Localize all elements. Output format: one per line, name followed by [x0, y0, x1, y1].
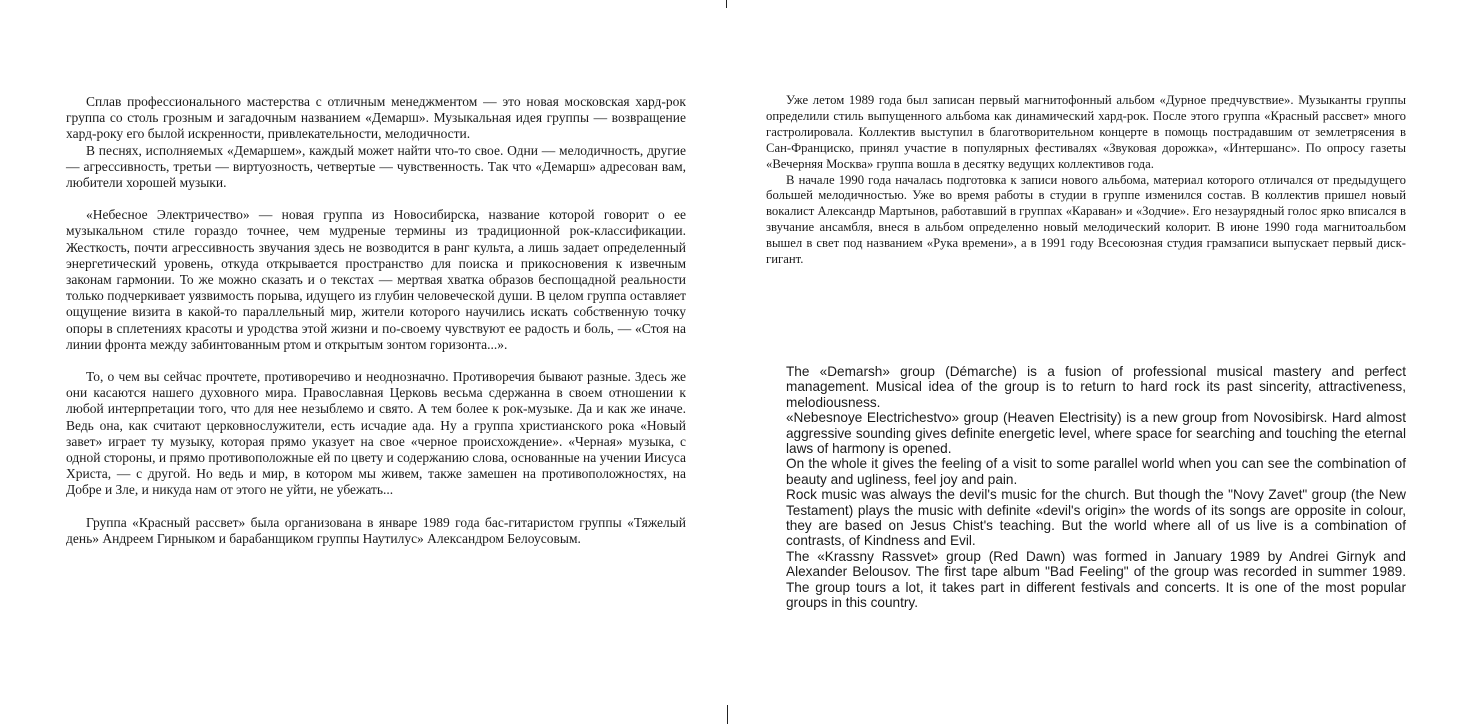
paragraph-new-album: В начале 1990 года началась подготовка к записи нового альбома, материал которого отличался от предыдущего большей мелодичностью. Уже во время работы в студии в группе изменился состав. В коллектив пришел новый вокалист Александр Мартынов, работавший в группах «Караван» и «Зодчие». Его незаурядный голос ярко вписался в звучание ансамбля, внеся в альбом определенно новый мелодический колорит. В июне 1990 года магнитоальбом вышел в свет под названием «Рука времени», а в 1991 году Всесоюзная студия грамзаписи выпускает первый диск-гигант. [766, 172, 1406, 267]
russian-text-column-right [766, 93, 1406, 268]
paragraph-en-nebesnoye: «Nebesnoye Electrichestvo» group (Heaven Electrisity) is a new group from Novosibirsk. Hard almost aggressive sounding gives definite energetic level, where space for searching and touching the eternal laws of harmony is opened. [786, 410, 1406, 457]
russian-text-column-left [66, 94, 686, 547]
paragraph-demarsh-songs: В песнях, исполняемых «Демаршем», каждый может найти что-то свое. Одни — мелодичность, другие — агрессивность, третьи — виртуозность, четвертые — чувственность. Так что «Демарш» адресован вам, любители хорошей музыки. [66, 142, 686, 191]
paragraph-en-parallel-world: On the whole it gives the feeling of a visit to some parallel world when you can see the combination of beauty and ugliness, feel joy and pain. [786, 456, 1406, 487]
paragraph-novy-zavet: То, о чем вы сейчас прочтете, противоречиво и неоднозначно. Противоречия бывают разные. Здесь же они касаются нашего духовного мира. Православная Церковь весьма сдержанна в своем отношении к любой интерпретации того, что для нее незыблемо и свято. А тем более к рок-музыке. Да и как же иначе. Ведь она, как считают церковнослужители, есть исчадие ада. Ну а группа христианского рока «Новый завет» играет ту музыку, которая прямо указует на свое «черное происхождение». «Черная» музыка, с одной стороны, и прямо противоположные ей по цвету и содержанию слова, основанные на учении Иисуса Христа, — с другой. Но ведь и мир, в котором мы живем, также замешен на противоположностях, на Добре и Зле, и никуда нам от этого не уйти, не убежать... [66, 369, 686, 498]
paragraph-en-demarsh: The «Demarsh» group (Démarche) is a fusion of professional musical mastery and perfect management. Musical idea of the group is to return to hard rock its past sincerity, attractiveness, melodiousness. [786, 364, 1406, 410]
right-page [734, 0, 1468, 724]
paragraph-en-novy-zavet: Rock music was always the devil's music for the church. But though the "Novy Zavet" group (the New Testament) plays the music with definite «devil's origin» the words of its songs are opposite in colour, they are based on Jesus Chist's teaching. But the world where all of us live is a combination of contrasts, of Kindness and Evil. [786, 487, 1406, 549]
english-text-column [786, 364, 1406, 611]
paragraph-nebesnoye: «Небесное Электричество» — новая группа из Новосибирска, название которой говорит о ее музыкальном стиле гораздо точнее, чем мудреные термины из традиционной рок-классификации. Жесткость, почти агрессивность звучания здесь не возводится в ранг культа, а лишь задает определенный энергетический уровень, откуда открывается пространство для поиска и прикосновения к извечным законам гармонии. То же можно сказать и о текстах — мертвая хватка образов беспощадной реальности только подчеркивает уязвимость порыва, идущего из глубин человеческой души. В целом группа оставляет ощущение визита в какой-то параллельный мир, жители которого научились искать собственную точку опоры в сплетениях красоты и уродства этой жизни и по-своему чувствуют ее радость и боль, — «Стоя на линии фронта между забинтованным ртом и открытым зонтом горизонта...». [66, 207, 686, 352]
paragraph-first-album: Уже летом 1989 года был записан первый магнитофонный альбом «Дурное предчувствие». Музыканты группы определили стиль выпущенного альбома как динамический хард-рок. После этого группа «Красный рассвет» много гастролировала. Коллектив выступил в благотворительном концерте в помощь пострадавшим от землетрясения в Сан-Франциско, принял участие в популярных фестивалях «Звуковая дорожка», «Интершанс». По опросу газеты «Вечерняя Москва» группа вошла в десятку ведущих коллективов года. [766, 93, 1406, 171]
paragraph-en-krassny-rassvet: The «Krassny Rassvet» group (Red Dawn) was formed in January 1989 by Andrei Girnyk and Alexander Belousov. The first tape album "Bad Feeling" of the group was recorded in summer 1989. The group tours a lot, it takes part in different festivals and concerts. It is one of the most popular groups in this country. [786, 548, 1406, 611]
paragraph-krasny-rassvet: Группа «Красный рассвет» была организована в январе 1989 года бас-гитаристом группы «Тяжелый день» Андреем Гирныком и барабанщиком группы Наутилус» Александром Белоусовым. [66, 514, 686, 546]
paragraph-demarsh-intro: Сплав профессионального мастерства с отличным менеджментом — это новая московская хард-рок группа со столь грозным и загадочным названием «Демарш». Музыкальная идея группы — возвращение хард-року его былой искренности, привлекательности, мелодичности. [66, 94, 686, 142]
